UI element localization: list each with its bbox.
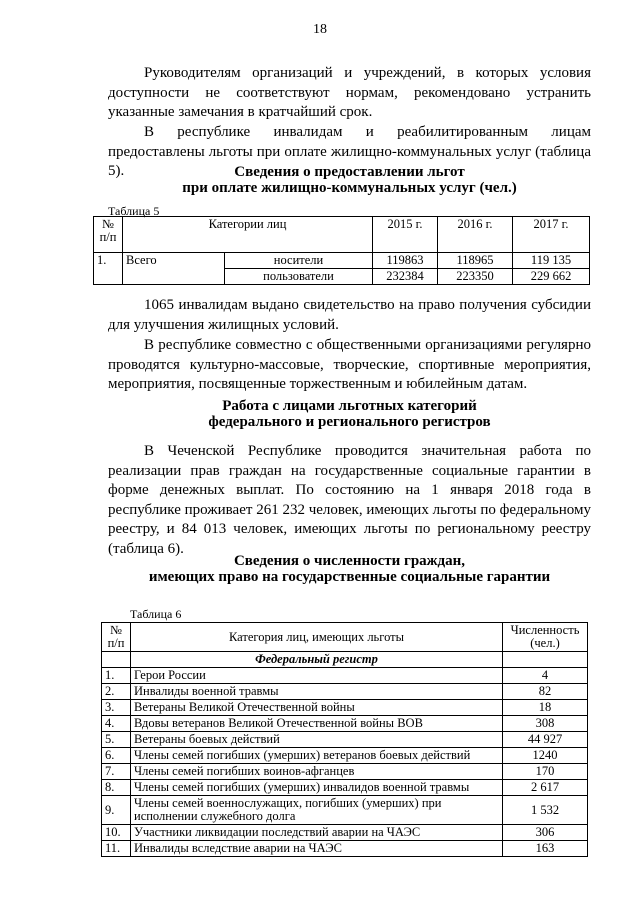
cell: Инвалиды военной травмы bbox=[131, 684, 503, 700]
cell: 1240 bbox=[503, 748, 588, 764]
cell: Члены семей погибших (умерших) инвалидов военной травмы bbox=[131, 780, 503, 796]
cell: 9. bbox=[102, 796, 131, 825]
cell: Участники ликвидации последствий аварии на ЧАЭС bbox=[131, 825, 503, 841]
cell: 1. bbox=[102, 668, 131, 684]
cell: пользователи bbox=[225, 269, 373, 285]
cell: 7. bbox=[102, 764, 131, 780]
cell: 3. bbox=[102, 700, 131, 716]
table5-label: Таблица 5 bbox=[108, 204, 160, 218]
header-cell: 2016 г. bbox=[438, 217, 513, 253]
cell: Члены семей военнослужащих, погибших (умерших) при исполнении служебного долга bbox=[131, 796, 503, 825]
table5-title bbox=[108, 164, 591, 196]
paragraph: В республике совместно с общественными организациями регулярно проводятся культурно-массовые, творческие, спортивные мероприятия, мероприятия, посвященные торжественным и юбилейным датам. bbox=[108, 337, 591, 392]
cell: 118965 bbox=[438, 253, 513, 269]
cell: 5. bbox=[102, 732, 131, 748]
cell: 18 bbox=[503, 700, 588, 716]
cell: Члены семей погибших воинов-афганцев bbox=[131, 764, 503, 780]
table6-title bbox=[108, 553, 591, 585]
cell: Ветераны Великой Отечественной войны bbox=[131, 700, 503, 716]
cell: носители bbox=[225, 253, 373, 269]
cell: 119863 bbox=[373, 253, 438, 269]
cell: Герои России bbox=[131, 668, 503, 684]
header-cell: Численность (чел.) bbox=[503, 623, 588, 652]
cell: Вдовы ветеранов Великой Отечественной войны ВОВ bbox=[131, 716, 503, 732]
cell bbox=[503, 652, 588, 668]
heading-line: Работа с лицами льготных категорий bbox=[222, 398, 477, 414]
section-heading bbox=[108, 398, 591, 430]
cell: 8. bbox=[102, 780, 131, 796]
cell bbox=[102, 652, 131, 668]
cell: 306 bbox=[503, 825, 588, 841]
cell: 119 135 bbox=[513, 253, 590, 269]
table-row bbox=[102, 841, 588, 857]
cell: 163 bbox=[503, 841, 588, 857]
cell: 170 bbox=[503, 764, 588, 780]
cell: 11. bbox=[102, 841, 131, 857]
cell: Инвалиды вследствие аварии на ЧАЭС bbox=[131, 841, 503, 857]
paragraph: Руководителям организаций и учреждений, в которых условия доступности не соответствуют нормам, рекомендовано устранить указанные замечания в кратчайший срок. bbox=[108, 65, 591, 120]
cell: 1. bbox=[94, 253, 123, 285]
cell: 308 bbox=[503, 716, 588, 732]
header-cell: № п/п bbox=[94, 217, 123, 253]
header-cell: № п/п bbox=[102, 623, 131, 652]
table6-label: Таблица 6 bbox=[130, 607, 182, 621]
cell: 10. bbox=[102, 825, 131, 841]
cell: 44 927 bbox=[503, 732, 588, 748]
table-row bbox=[102, 668, 588, 684]
paragraph: 1065 инвалидам выдано свидетельство на право получения субсидии для улучшения жилищных условий. bbox=[108, 297, 591, 333]
table-row bbox=[102, 732, 588, 748]
cell: 82 bbox=[503, 684, 588, 700]
cell: 232384 bbox=[373, 269, 438, 285]
header-cell: 2015 г. bbox=[373, 217, 438, 253]
heading-line: имеющих право на государственные социальные гарантии bbox=[148, 569, 551, 585]
table-row bbox=[102, 684, 588, 700]
header-cell: Категории лиц bbox=[123, 217, 373, 253]
heading-line: Сведения о численности граждан, bbox=[233, 553, 466, 569]
table-row bbox=[94, 253, 590, 269]
header-cell: Категория лиц, имеющих льготы bbox=[131, 623, 503, 652]
heading-line: Сведения о предоставлении льгот bbox=[234, 164, 465, 180]
section-row: Федеральный регистр bbox=[131, 652, 503, 668]
table-row bbox=[102, 780, 588, 796]
heading-line: федерального и регионального регистров bbox=[208, 414, 491, 430]
cell: 223350 bbox=[438, 269, 513, 285]
cell: 4 bbox=[503, 668, 588, 684]
cell: Члены семей погибших (умерших) ветеранов боевых действий bbox=[131, 748, 503, 764]
paragraph: В Чеченской Республике проводится значительная работа по реализации прав граждан на государственные социальные гарантии в форме денежных выплат. По состоянию на 1 января 2018 года в республике проживает 261 232 человек, имеющих льготы по федеральному реестру, и 84 013 человек, имеющих льготы по региональному реестру (таблица 6). bbox=[108, 443, 591, 557]
table-row bbox=[102, 748, 588, 764]
paragraph: В республике инвалидам и реабилитированным лицам предоставлены льготы при оплате жилищно-коммунальных услуг (таблица 5). bbox=[108, 124, 591, 179]
cell: Ветераны боевых действий bbox=[131, 732, 503, 748]
cell: 2. bbox=[102, 684, 131, 700]
heading-line: при оплате жилищно-коммунальных услуг (чел.) bbox=[182, 180, 517, 196]
table-row bbox=[102, 796, 588, 825]
table5 bbox=[93, 216, 590, 285]
table-row bbox=[102, 716, 588, 732]
cell: Всего bbox=[123, 253, 225, 285]
cell: 1 532 bbox=[503, 796, 588, 825]
cell: 6. bbox=[102, 748, 131, 764]
table6 bbox=[101, 622, 588, 857]
table-row bbox=[102, 825, 588, 841]
header-cell: 2017 г. bbox=[513, 217, 590, 253]
cell: 4. bbox=[102, 716, 131, 732]
cell: 229 662 bbox=[513, 269, 590, 285]
page-number: 18 bbox=[313, 22, 327, 37]
table-row bbox=[102, 700, 588, 716]
table-row bbox=[102, 764, 588, 780]
cell: 2 617 bbox=[503, 780, 588, 796]
